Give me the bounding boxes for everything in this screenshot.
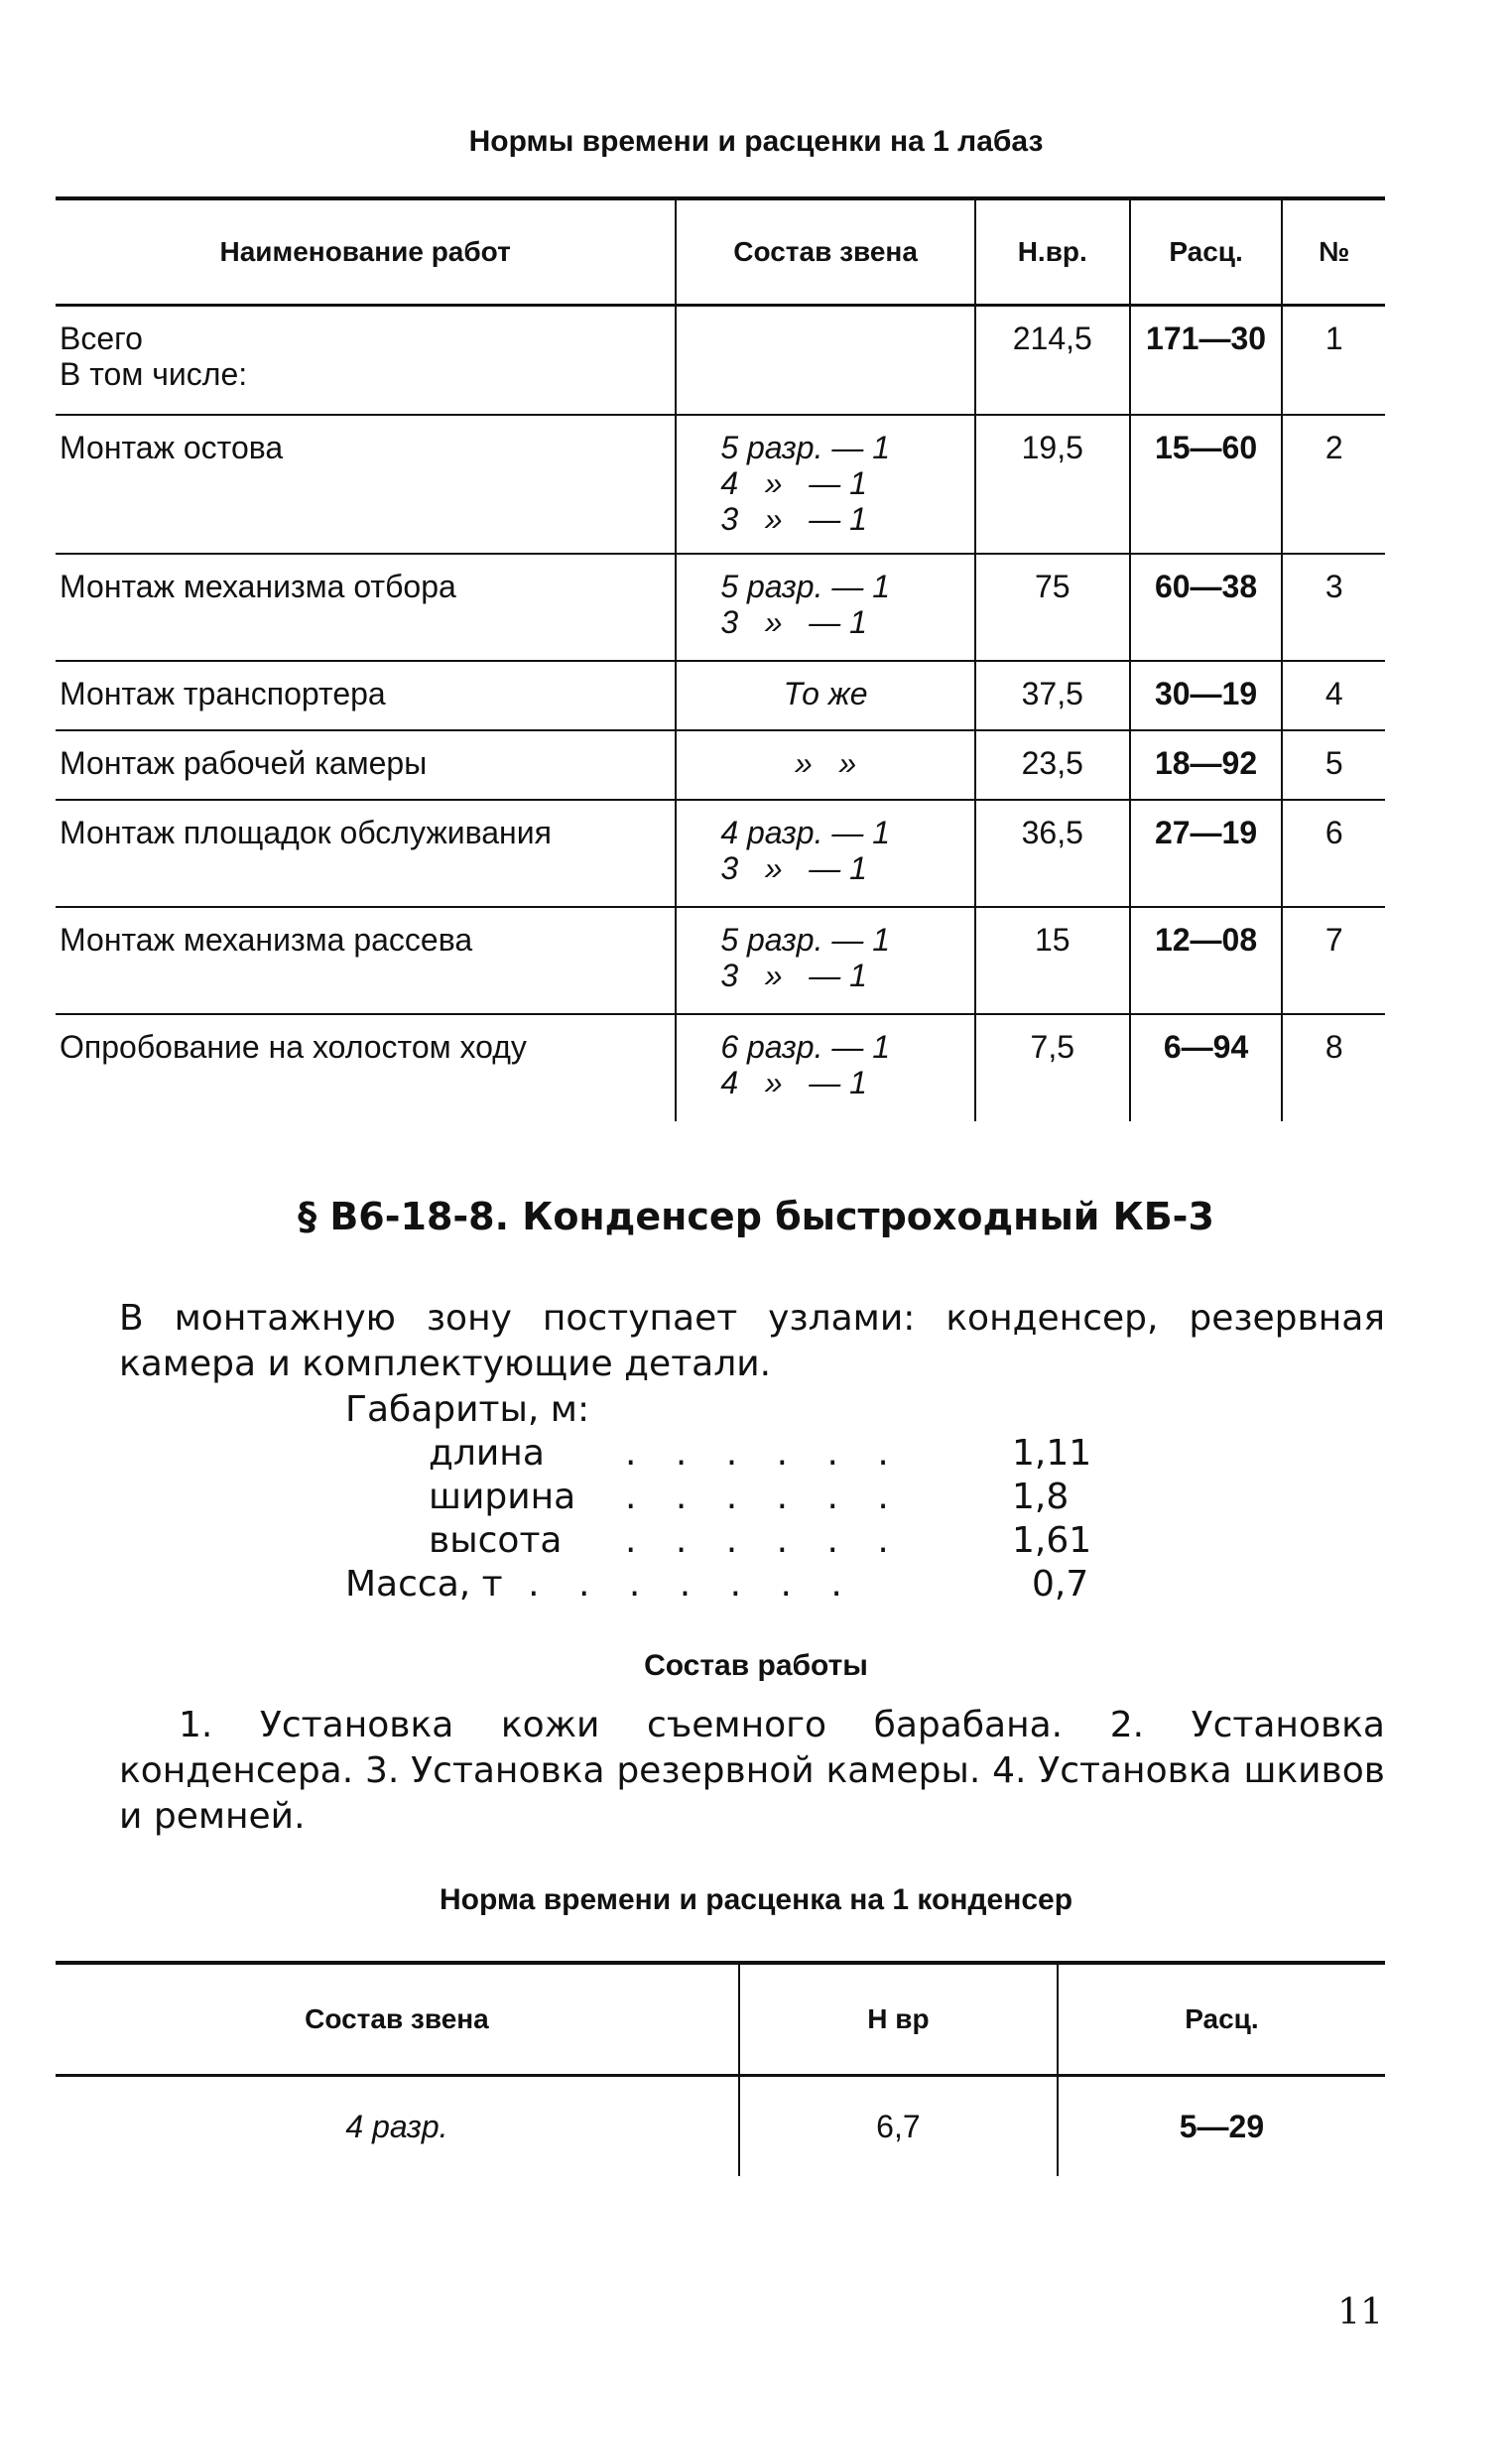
page-number: 11 bbox=[1337, 2292, 1383, 2333]
mass-label-text: Масса, т bbox=[345, 1564, 503, 1605]
rasc-cell: 30—19 bbox=[1130, 661, 1283, 730]
dimension-leader-dots: . . . . . . bbox=[625, 1477, 903, 1517]
crew-cell bbox=[676, 661, 975, 730]
crew-cell bbox=[676, 907, 975, 1014]
intro-paragraph: В монтажную зону поступает узлами: конденсер, резервная камера и комплектующие детали. bbox=[119, 1298, 1385, 1384]
header-nvr: Н.вр. bbox=[975, 198, 1130, 306]
header-num: № bbox=[1282, 198, 1385, 306]
work-name-cell bbox=[56, 661, 676, 730]
crew-cell bbox=[676, 800, 975, 907]
t2-header-crew: Состав звена bbox=[56, 1963, 739, 2076]
work-name-cell bbox=[56, 800, 676, 907]
crew-line: 6 разр. — 1 bbox=[720, 1028, 891, 1065]
dimension-value: 1,11 bbox=[1012, 1433, 1092, 1474]
dimension-label: высота bbox=[429, 1520, 563, 1561]
work-title: Состав работы bbox=[644, 1649, 868, 1682]
dims-title: Габариты, м: bbox=[345, 1389, 590, 1430]
table-row bbox=[56, 730, 1385, 800]
header-crew: Состав звена bbox=[676, 198, 975, 306]
nvr-cell: 37,5 bbox=[975, 661, 1130, 730]
crew-cell bbox=[676, 730, 975, 800]
work-name-cell bbox=[56, 554, 676, 661]
crew-cell bbox=[676, 554, 975, 661]
header-name: Наименование работ bbox=[56, 198, 676, 306]
t2-rasc: 5—29 bbox=[1179, 2108, 1265, 2144]
crew-line: 3 » — 1 bbox=[720, 849, 867, 886]
dimension-leader-dots: . . . . . . bbox=[625, 1433, 903, 1474]
nvr-cell: 75 bbox=[975, 554, 1130, 661]
work-name-line: В том числе: bbox=[60, 356, 248, 392]
t2-nvr: 6,7 bbox=[739, 2076, 1058, 2177]
mass-value: 0,7 bbox=[1032, 1564, 1089, 1605]
rasc-cell: 60—38 bbox=[1130, 554, 1283, 661]
table1-caption: Нормы времени и расценки на 1 лабаз bbox=[468, 125, 1044, 158]
work-name-line: Монтаж остова bbox=[60, 429, 284, 465]
work-name-line: Монтаж механизма отбора bbox=[60, 568, 456, 604]
crew-cell bbox=[676, 415, 975, 554]
crew-line: 3 » — 1 bbox=[720, 500, 867, 537]
work-name-line: Монтаж площадок обслуживания bbox=[60, 814, 552, 850]
work-name-line: Монтаж механизма рассева bbox=[60, 921, 473, 958]
rasc-cell: 15—60 bbox=[1130, 415, 1283, 554]
table-row bbox=[56, 907, 1385, 1014]
dimension-value: 1,61 bbox=[1012, 1520, 1092, 1561]
num-cell: 2 bbox=[1282, 415, 1385, 554]
crew-line: 5 разр. — 1 bbox=[720, 921, 891, 958]
work-paragraph: 1. Установка кожи съемного барабана. 2. Установка конденсера. 3. Установка резервной камеры. 4. Установка шкивов и ремней. bbox=[119, 1705, 1385, 1837]
crew-line: 3 » — 1 bbox=[720, 957, 867, 993]
work-name-line: Монтаж рабочей камеры bbox=[60, 744, 428, 781]
crew-cell bbox=[676, 1014, 975, 1121]
t2-crew: 4 разр. bbox=[56, 2076, 739, 2177]
work-name-cell bbox=[56, 1014, 676, 1121]
num-cell: 5 bbox=[1282, 730, 1385, 800]
rasc-cell: 171—30 bbox=[1130, 306, 1283, 415]
rasc-cell: 18—92 bbox=[1130, 730, 1283, 800]
mass-label: Масса, т . . . . . . . bbox=[345, 1564, 856, 1605]
num-cell: 3 bbox=[1282, 554, 1385, 661]
section-heading: § В6-18-8. Конденсер быстроходный КБ-3 bbox=[298, 1195, 1214, 1238]
num-cell: 7 bbox=[1282, 907, 1385, 1014]
dimension-label: ширина bbox=[429, 1477, 576, 1517]
nvr-cell: 214,5 bbox=[975, 306, 1130, 415]
table-row bbox=[56, 554, 1385, 661]
nvr-cell: 19,5 bbox=[975, 415, 1130, 554]
rasc-cell: 27—19 bbox=[1130, 800, 1283, 907]
dimension-value: 1,8 bbox=[1012, 1477, 1070, 1517]
crew-line: 4 » — 1 bbox=[720, 1064, 867, 1100]
work-name-cell bbox=[56, 730, 676, 800]
table-row bbox=[56, 306, 1385, 415]
crew-line: 4 разр. — 1 bbox=[720, 814, 891, 850]
dimension-leader-dots: . . . . . . bbox=[625, 1520, 903, 1561]
condenser-norm-table bbox=[56, 1961, 1385, 2176]
work-name-cell bbox=[56, 415, 676, 554]
crew-line: 5 разр. — 1 bbox=[720, 429, 891, 465]
work-name-line: Всего bbox=[60, 321, 143, 356]
num-cell: 1 bbox=[1282, 306, 1385, 415]
crew-line: » » bbox=[794, 744, 857, 781]
work-name-cell bbox=[56, 306, 676, 415]
nvr-cell: 23,5 bbox=[975, 730, 1130, 800]
table-header-row bbox=[56, 1963, 1385, 2076]
crew-line: 4 » — 1 bbox=[720, 464, 867, 501]
nvr-cell: 7,5 bbox=[975, 1014, 1130, 1121]
crew-line: 3 » — 1 bbox=[720, 603, 867, 640]
rasc-cell: 6—94 bbox=[1130, 1014, 1283, 1121]
crew-cell bbox=[676, 306, 975, 415]
table-row bbox=[56, 661, 1385, 730]
rasc-cell: 12—08 bbox=[1130, 907, 1283, 1014]
crew-line: То же bbox=[783, 675, 868, 711]
t2-header-nvr: Н вр bbox=[739, 1963, 1058, 2076]
table-row bbox=[56, 1014, 1385, 1121]
t2-header-rasc: Расц. bbox=[1058, 1963, 1385, 2076]
work-name-line: Монтаж транспортера bbox=[60, 675, 386, 711]
nvr-cell: 15 bbox=[975, 907, 1130, 1014]
crew-line: 5 разр. — 1 bbox=[720, 568, 891, 604]
num-cell: 4 bbox=[1282, 661, 1385, 730]
nvr-cell: 36,5 bbox=[975, 800, 1130, 907]
norms-table bbox=[56, 196, 1385, 1121]
table2-caption: Норма времени и расценка на 1 конденсер bbox=[439, 1883, 1073, 1916]
work-name-line: Опробование на холостом ходу bbox=[60, 1028, 527, 1065]
work-name-cell bbox=[56, 907, 676, 1014]
table-row bbox=[56, 415, 1385, 554]
dimension-label: длина bbox=[429, 1433, 545, 1474]
num-cell: 8 bbox=[1324, 1028, 1343, 1065]
table-row bbox=[56, 2076, 1385, 2177]
table-header-row bbox=[56, 198, 1385, 306]
num-cell: 6 bbox=[1282, 800, 1385, 907]
table-row bbox=[56, 800, 1385, 907]
header-rasc: Расц. bbox=[1130, 198, 1283, 306]
